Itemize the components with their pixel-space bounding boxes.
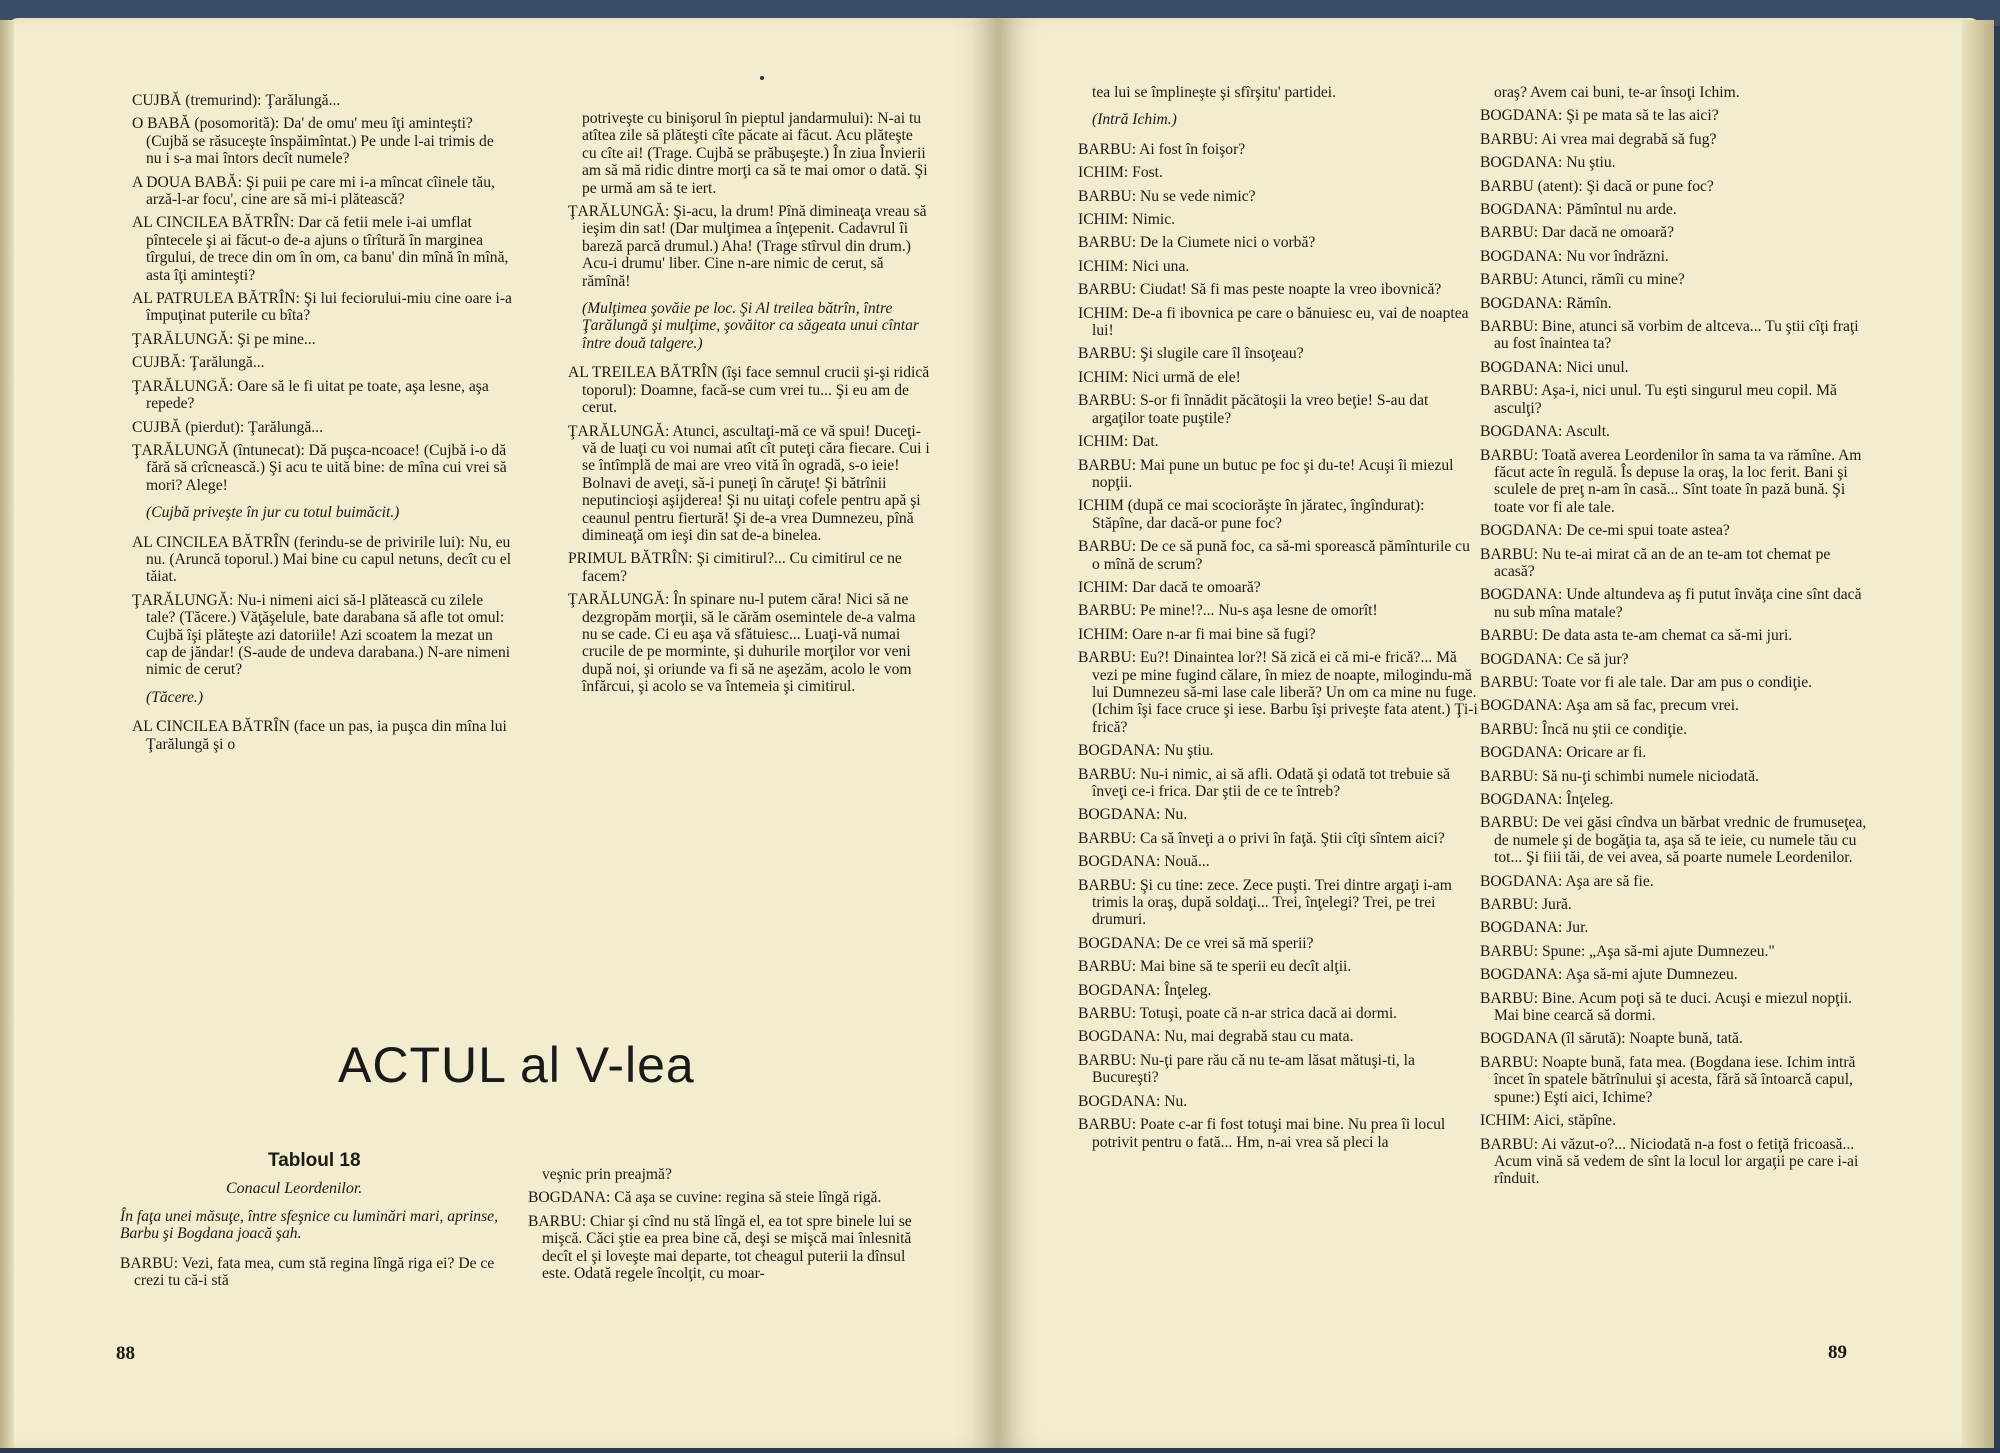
page-edge-right: [1962, 20, 1994, 1448]
dialogue-line: (Tăcere.): [146, 688, 204, 706]
dialogue-line: veşnic prin preajmă?: [542, 1166, 672, 1183]
dialogue-line: ŢARĂLUNGĂ: Atunci, ascultaţi-mă ce vă spui! Duceţi-vă de luaţi cu voi numai atît cît puteţi căra fiecare. Cui i se întîmplă de mai are vreo vită în ogradă, s-o ieie! Bolnavi de aveţi, să-i puneţi în căruţe! Şi bătrînii neputincioşi aşijderea! Şi nu uitaţi cofele pentru apă şi ceaunul pentru fiertură! Şi de-a vrea Dumnezeu, pînă dimineaţă om ieşi din sat de-a binelea.: [568, 422, 930, 544]
dialogue-line: BARBU: Eu?! Dinaintea lor?! Să zică ei că mi-e frică?... Mă vezi pe mine fugind călare, în miez de noapte, milogindu-mă lui Dumnezeu să-mi lase cale liberă? Un om ca mine nu fuge. (Ichim îşi face cruce şi iese. Barbu îşi priveşte fata atent.) Ţi-i frică?: [1078, 649, 1478, 736]
dialogue-line: A DOUA BABĂ: Şi puii pe care mi i-a mîncat cîinele tău, arză-l-ar focu', cine are să mi-i plătească?: [132, 173, 495, 209]
dialogue-line: BARBU: Pe mine!?... Nu-s aşa lesne de omorît!: [1078, 602, 1378, 620]
dialogue-line: ICHIM: Nici una.: [1078, 257, 1190, 275]
dialogue-line: BARBU: Totuşi, poate că n-ar strica dacă ai dormi.: [1078, 1005, 1398, 1023]
act-title: ACTUL al V-lea: [338, 1037, 695, 1093]
dialogue-line: BOGDANA: Nu, mai degrabă stau cu mata.: [1078, 1028, 1354, 1046]
dialogue-line: BARBU: Să nu-ţi schimbi numele niciodată.: [1480, 767, 1759, 785]
left-column-2: [568, 110, 930, 702]
dialogue-line: oraş? Avem cai buni, te-ar însoţi Ichim.: [1494, 84, 1740, 101]
dialogue-line: BARBU: Încă nu ştii ce condiţie.: [1480, 720, 1688, 738]
dialogue-line: BARBU: Spune: „Aşa să-mi ajute Dumnezeu.": [1480, 942, 1775, 960]
dialogue-line: BARBU: Mai bine să te sperii eu decît alţii.: [1078, 958, 1352, 976]
dialogue-line: BARBU: Vezi, fata mea, cum stă regina lîngă riga ei? De ce crezi tu că-i stă: [120, 1254, 495, 1290]
dialogue-line: ŢARĂLUNGĂ: Şi-acu, la drum! Pînă dimineaţa vreau să ieşim din sat! (Dar mulţimea a înţepenit. Cadavrul îi bareză parcă drumul.) Aha! (Trage stîrvul din drum.) Acu-i drumu' liber. Cine n-are nimic de cerut, să rămînă!: [568, 203, 927, 290]
dialogue-line: (Cujbă priveşte în jur cu totul buimăcit.): [146, 504, 400, 522]
right-column-2: [1480, 84, 1868, 1194]
dialogue-line: BOGDANA: Şi pe mata să te las aici?: [1480, 107, 1719, 125]
dialogue-line: BARBU: Noapte bună, fata mea. (Bogdana iese. Ichim intră încet în spatele bătrînului şi acesta, fără să întoarcă capul, spune:) Eşti aici, Ichime?: [1480, 1053, 1856, 1106]
dialogue-line: AL CINCILEA BĂTRÎN: Dar că fetii mele i-ai umflat pîntecele şi ai făcut-o de-a ajuns o tîrîtură în marginea tîrgului, de trece din om în om, ca banu' din mînă în mînă, asta îţi aminteşti?: [132, 214, 509, 284]
left-column-4: [528, 1166, 918, 1288]
page-number-left: 88: [116, 1343, 135, 1364]
dialogue-line: BARBU: Ciudat! Să fi mas peste noapte la vreo ibovnică?: [1078, 281, 1442, 299]
dialogue-line: BARBU: Şi cu tine: zece. Zece puşti. Trei dintre argaţi i-am trimis la oraş, după soldaţi... Trei, înţelegi? Trei, pe trei drumuri.: [1078, 876, 1452, 929]
dialogue-line: ŢARĂLUNGĂ: Oare să le fi uitat pe toate, aşa lesne, aşa repede?: [132, 377, 489, 413]
dialogue-line: BOGDANA: Rămîn.: [1480, 294, 1612, 312]
dialogue-line: ŢARĂLUNGĂ: Şi pe mine...: [132, 330, 316, 348]
dialogue-line: CUJBĂ (pierdut): Ţarălungă...: [132, 418, 323, 436]
dialogue-line: ICHIM: Fost.: [1078, 164, 1163, 182]
dialogue-line: BOGDANA: Nu vor îndrăzni.: [1480, 247, 1669, 265]
dialogue-line: BOGDANA: Nici unul.: [1480, 358, 1629, 376]
dialogue-line: BOGDANA: De ce vrei să mă sperii?: [1078, 934, 1314, 952]
dialogue-line: BARBU: De data asta te-am chemat ca să-mi juri.: [1480, 627, 1793, 645]
dialogue-line: AL CINCILEA BĂTRÎN (face un pas, ia puşca din mîna lui Ţarălungă şi o: [132, 718, 507, 753]
dialogue-line: BARBU: Aşa-i, nici unul. Tu eşti singurul meu copil. Mă asculţi?: [1480, 382, 1837, 417]
dialogue-line: BARBU: Nu-ţi pare rău că nu te-am lăsat mătuşi-ti, la Bucureşti?: [1078, 1051, 1415, 1087]
dialogue-line: BOGDANA: Aşa are să fie.: [1480, 872, 1654, 890]
dialogue-line: potriveşte cu binişorul în pieptul jandarmului): N-ai tu atîtea zile să plăteşti cîte păcate ai făcut. Acu plăteşte cu cîte ai! (Trage. Cujbă se prăbuşeşte.) În ziua Învierii am să mă ridic dintre morţi ca să te mai omor o dată. Şi pe urmă am să te iert.: [582, 110, 928, 197]
dialogue-line: CUJBĂ: Ţarălungă...: [132, 354, 265, 372]
left-page: [8, 18, 998, 1448]
tableau-title: Tabloul 18: [268, 1150, 361, 1171]
right-column-1: [1078, 84, 1478, 1157]
dialogue-line: BOGDANA: Ce să jur?: [1480, 650, 1629, 668]
left-column-1: [132, 92, 512, 759]
dialogue-line: BARBU: Ai fost în foişor?: [1078, 140, 1246, 158]
dialogue-line: BARBU: Toate vor fi ale tale. Dar am pus o condiţie.: [1480, 673, 1813, 691]
dialogue-line: BARBU: Poate c-ar fi fost totuşi mai bine. Nu prea îi locul potrivit pentru o fată... Hm, n-ai vrea să pleci la: [1078, 1116, 1446, 1151]
dialogue-line: BARBU: De la Ciumete nici o vorbă?: [1078, 234, 1316, 252]
dialogue-line: BOGDANA: Nu.: [1078, 806, 1188, 824]
dialogue-line: BOGDANA: Nouă...: [1078, 853, 1210, 871]
left-column-3: [120, 1208, 512, 1296]
dialogue-line: BARBU: Nu te-ai mirat că an de an te-am tot chemat pe acasă?: [1480, 545, 1831, 580]
dialogue-line: BARBU: Ai văzut-o?... Niciodată n-a fost o fetiţă fricoasă... Acum vină să vedem de sînt la locul lor argaţii pe care i-ai rînduit.: [1480, 1135, 1859, 1188]
dialogue-line: BOGDANA: Oricare ar fi.: [1480, 744, 1647, 762]
page-edge-left: [0, 20, 14, 1448]
dialogue-line: BOGDANA: Înţeleg.: [1480, 791, 1614, 808]
dialogue-line: BOGDANA: Că aşa se cuvine: regina să steie lîngă rigă.: [528, 1189, 882, 1207]
dialogue-line: AL PATRULEA BĂTRÎN: Şi lui feciorului-miu cine oare i-a împuţinat puterile cu bîta?: [132, 290, 512, 325]
dialogue-line: BOGDANA: Jur.: [1480, 919, 1589, 937]
dialogue-line: BOGDANA: Nu ştiu.: [1480, 154, 1616, 172]
dialogue-line: ŢARĂLUNGĂ (întunecat): Dă puşca-ncoace! (Cujbă i-o dă fără să crîcnească.) Şi acu te uită bine: de mîna cui vrei să mori? Alege!: [132, 441, 507, 494]
dialogue-line: ICHIM: Aici, stăpîne.: [1480, 1112, 1616, 1130]
dialogue-line: ICHIM: Dar dacă te omoară?: [1078, 578, 1261, 596]
dialogue-line: BARBU: Bine, atunci să vorbim de altceva... Tu ştii cîţi fraţi au fost înaintea ta?: [1480, 318, 1859, 353]
dialogue-line: CUJBĂ (tremurind): Ţarălungă...: [132, 92, 341, 109]
dialogue-line: BARBU: Mai pune un butuc pe foc şi du-te! Acuşi îi miezul nopţii.: [1078, 456, 1454, 491]
dialogue-line: ŢARĂLUNGĂ: În spinare nu-l putem căra! Nici să ne dezgropăm morţii, să le cărăm osemintele de-a valma nu se cade. Ci eu aşa vă sfătuiesc... Luaţi-vă numai crucile de pe morminte, şi duhurile morţilor vor veni după noi, şi oriunde va fi să ne aşezăm, acolo le vom înfărcui, şi acolo se va întemeia şi cimitirul.: [568, 591, 916, 696]
dialogue-line: BARBU: Şi slugile care îl însoţeau?: [1078, 345, 1304, 363]
dialogue-line: BARBU: Ai vrea mai degrabă să fug?: [1480, 130, 1717, 148]
dialogue-line: BOGDANA: Pămîntul nu arde.: [1480, 201, 1677, 219]
dialogue-line: PRIMUL BĂTRÎN: Şi cimitirul?... Cu cimitirul ce ne facem?: [568, 550, 902, 585]
dialogue-line: BOGDANA: Nu ştiu.: [1078, 742, 1214, 760]
dialogue-line: BOGDANA: Înţeleg.: [1078, 981, 1212, 999]
dialogue-line: AL TREILEA BĂTRÎN (îşi face semnul crucii şi-şi ridică toporul): Doamne, facă-se cum vrei tu... Şi eu am de cerut.: [568, 364, 930, 417]
location-note: Conacul Leordenilor.: [226, 1180, 363, 1197]
dialogue-line: BOGDANA: Ascult.: [1480, 423, 1610, 441]
dialogue-line: BARBU: S-or fi înnădit păcătoşii la vreo beţie! S-au dat argaţilor toate puştile?: [1078, 392, 1429, 427]
dialogue-line: (Mulţimea şovăie pe loc. Şi Al treilea bătrîn, între Ţarălungă şi mulţime, şovăitor ca săgeata unui cîntar între două talgere.): [582, 300, 919, 352]
dialogue-line: ŢARĂLUNGĂ: Nu-i nimeni aici să-l plătească cu zilele tale? (Tăcere.) Văţăşelule, bate darabana să afle tot omul: Cujbă îşi plăteşte azi datoriile! Azi scoatem la mezat un cap de jăndar! (S-aude de undeva darabana.) N-are nimeni nimic de cerut?: [132, 591, 511, 679]
dialogue-line: (Intră Ichim.): [1092, 111, 1177, 129]
dialogue-line: BARBU: Ca să înveţi a o privi în faţă. Ştii cîţi sîntem aici?: [1078, 829, 1445, 847]
dialogue-line: ICHIM: Nici urmă de ele!: [1078, 368, 1241, 386]
dialogue-line: ICHIM: Oare n-ar fi mai bine să fugi?: [1078, 625, 1316, 643]
dialogue-line: BOGDANA: Unde altundeva aş fi putut învăţa cine sînt dacă nu sub mîna matale?: [1480, 586, 1862, 621]
dialogue-line: BARBU: Chiar şi cînd nu stă lîngă el, ea tot spre binele lui se mişcă. Căci ştie ea prea bine că, deşi se mişcă mai înlesnită decît el şi loveşte mai departe, tot cheagul puterii la dînsul este. Odată regele încolţit, cu moar-: [528, 1212, 912, 1283]
dialogue-line: ICHIM: De-a fi ibovnica pe care o bănuiesc eu, vai de noaptea lui!: [1078, 304, 1469, 340]
dialogue-line: BOGDANA: Aşa am să fac, precum vrei.: [1480, 697, 1739, 715]
dialogue-line: ICHIM: Dat.: [1078, 433, 1159, 451]
dialogue-line: AL CINCILEA BĂTRÎN (ferindu-se de privirile lui): Nu, eu nu. (Aruncă toporul.) Mai bine cu capul netuns, decît cu el tăiat.: [132, 533, 512, 586]
dialogue-line: BOGDANA: Nu.: [1078, 1092, 1188, 1110]
dialogue-line: BOGDANA (îl sărută): Noapte bună, tată.: [1480, 1030, 1743, 1048]
dialogue-line: BARBU: De ce să pună foc, ca să-mi sporească pămînturile cu o mînă de scrum?: [1078, 538, 1470, 573]
dialogue-line: O BABĂ (posomorită): Da' de omu' meu îţi aminteşti? (Cujbă se răsuceşte înspăimîntat.) Pe unde l-ai trimis de nu i s-a mai întors decît numele?: [132, 115, 494, 168]
dialogue-line: BARBU: Atunci, rămîi cu mine?: [1480, 271, 1685, 289]
dialogue-line: tea lui se împlineşte şi sfîrşitu' partidei.: [1092, 84, 1337, 101]
dialogue-line: BARBU: De vei găsi cîndva un bărbat vrednic de frumuseţea, de numele şi de bogăţia ta, aşa să te ieie, cu numele tău cu tot... Şi fiii tăi, de vei avea, să poarte numele Leordenilor.: [1480, 814, 1867, 867]
dialogue-line: BARBU: Bine. Acum poţi să te duci. Acuşi e miezul nopţii. Mai bine cearcă să dormi.: [1480, 989, 1853, 1025]
dialogue-line: BOGDANA: Aşa să-mi ajute Dumnezeu.: [1480, 966, 1738, 984]
dialogue-line: BARBU: Nu se vede nimic?: [1078, 187, 1256, 205]
dialogue-line: ICHIM (după ce mai scociorăşte în jăratec, îngîndurat): Stăpîne, dar dacă-or pune foc?: [1078, 497, 1425, 532]
dialogue-line: BOGDANA: De ce-mi spui toate astea?: [1480, 522, 1730, 540]
print-dot: [760, 76, 764, 80]
dialogue-line: BARBU: Nu-i nimic, ai să afli. Odată şi odată tot trebuie să înveţi ce-i frica. Dar ştii de ce te întreb?: [1078, 765, 1451, 800]
dialogue-line: BARBU: Toată averea Leordenilor în sama ta va rămîne. Am făcut acte în regulă. Îs depuse la oraş, la loc ferit. Bani şi sculele de preţ n-am în casă... Sînt toate în pază bună. Şi toate vor fi ale tale.: [1480, 446, 1862, 516]
right-page: [998, 18, 1980, 1448]
dialogue-line: ICHIM: Nimic.: [1078, 211, 1176, 229]
dialogue-line: În faţa unei măsuţe, între sfeşnice cu luminări mari, aprinse, Barbu şi Bogdana joacă şah.: [120, 1208, 498, 1243]
page-number-right: 89: [1828, 1342, 1847, 1363]
dialogue-line: BARBU (atent): Şi dacă or pune foc?: [1480, 177, 1714, 195]
dialogue-line: BARBU: Dar dacă ne omoară?: [1480, 224, 1674, 242]
dialogue-line: BARBU: Jură.: [1480, 896, 1572, 914]
